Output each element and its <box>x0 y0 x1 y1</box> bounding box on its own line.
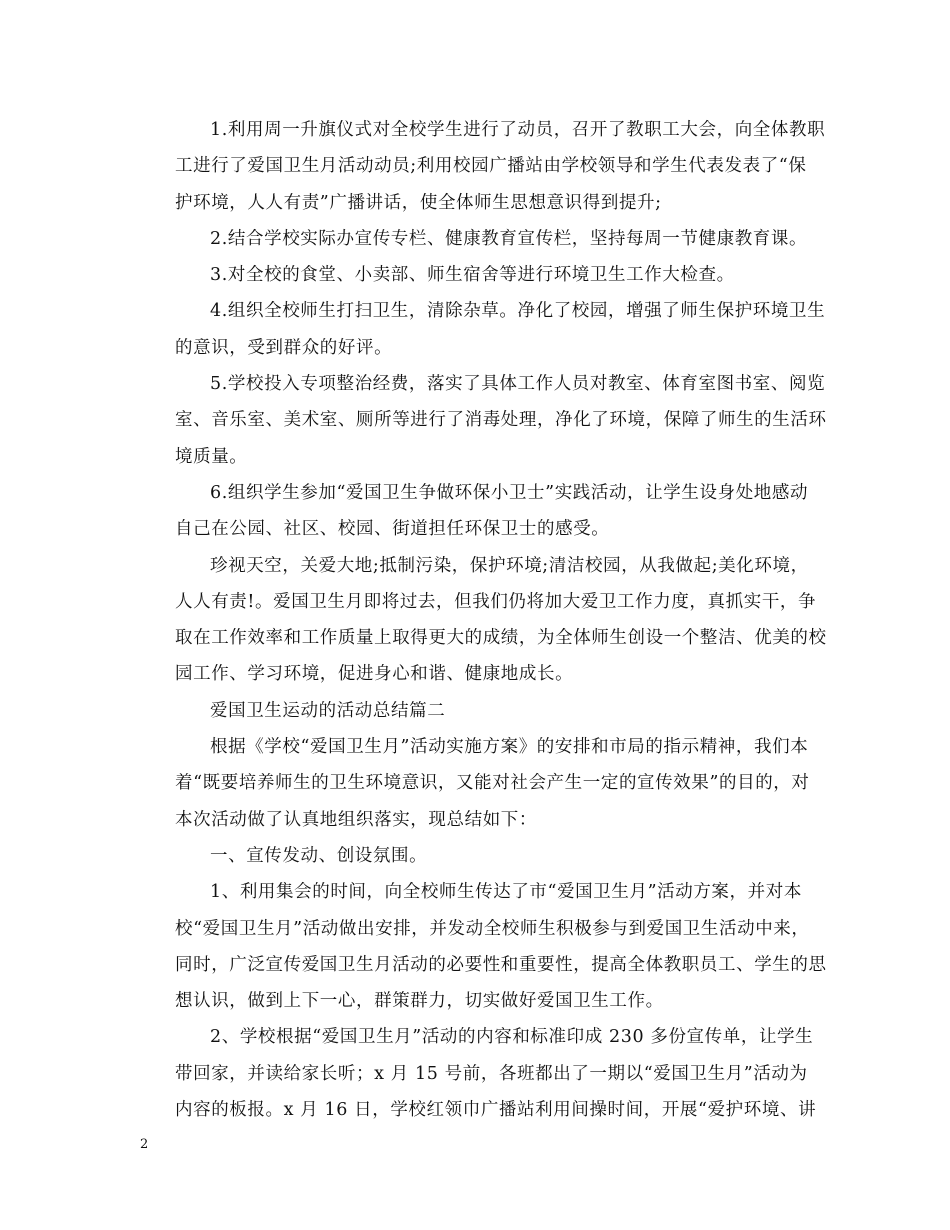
text-line: 本次活动做了认真地组织落实，现总结如下： <box>175 809 537 830</box>
text-line: 1、利用集会的时间，向全校师生传达了市“爱国卫生月”活动方案，并对本 <box>210 882 802 903</box>
text-line: 3.对全校的食堂、小卖部、师生宿舍等进行环境卫生工作大检查。 <box>210 265 735 286</box>
text-line: 同时，广泛宣传爱国卫生月活动的必要性和重要性，提高全体教职员工、学生的思 <box>175 954 827 975</box>
text-line: 自己在公园、社区、校园、街道担任环保卫士的感受。 <box>175 519 610 540</box>
document-body <box>140 112 827 1128</box>
text-line: 校“爱国卫生月”活动做出安排，并发动全校师生积极参与到爱国卫生活动中来， <box>175 918 810 939</box>
text-line: 工进行了爱国卫生月活动动员;利用校园广播站由学校领导和学生代表发表了“保 <box>175 156 807 177</box>
text-line: 园工作、学习环境，促进身心和谐、健康地成长。 <box>175 664 574 685</box>
page-number: 2 <box>140 1137 149 1152</box>
text-line: 着“既要培养师生的卫生环境意识，又能对社会产生一定的宣传效果”的目的，对 <box>175 773 810 794</box>
text-line: 2.结合学校实际办宣传专栏、健康教育宣传栏，坚持每周一节健康教育课。 <box>210 228 808 249</box>
text-line: 2、学校根据“爱国卫生月”活动的内容和标准印成 230 多份宣传单，让学生 <box>210 1027 814 1048</box>
text-line: 护环境，人人有责”广播讲话，使全体师生思想意识得到提升; <box>175 192 662 213</box>
text-line: 1.利用周一升旗仪式对全校学生进行了动员，召开了教职工大会，向全体教职 <box>210 120 826 140</box>
text-line: 带回家，并读给家长听；x 月 15 号前，各班都出了一期以“爱国卫生月”活动为 <box>175 1063 808 1084</box>
paragraph-block <box>140 112 827 1128</box>
text-line: 根据《学校“爱国卫生月”活动实施方案》的安排和市局的指示精神，我们本 <box>210 737 809 758</box>
text-line: 室、音乐室、美术室、厕所等进行了消毒处理，净化了环境，保障了师生的生活环 <box>175 410 827 431</box>
text-line: 5.学校投入专项整治经费，落实了具体工作人员对教室、体育室图书室、阅览 <box>210 374 826 395</box>
text-line: 内容的板报。x 月 16 日，学校红领巾广播站利用间操时间，开展“爱护环境、讲 <box>175 1100 817 1121</box>
subsection-heading: 一、宣传发动、创设氛围。 <box>210 845 428 866</box>
text-line: 境质量。 <box>175 446 248 467</box>
text-line: 取在工作效率和工作质量上取得更大的成绩，为全体师生创设一个整洁、优美的校 <box>175 628 827 649</box>
text-line: 人人有责!。爱国卫生月即将过去，但我们仍将加大爱卫工作力度，真抓实干，争 <box>175 591 817 612</box>
text-line: 的意识，受到群众的好评。 <box>175 337 393 358</box>
section-heading: 爱国卫生运动的活动总结篇二 <box>210 700 446 721</box>
text-line: 珍视天空，关爱大地;抵制污染，保护环境;清洁校园，从我做起;美化环境， <box>210 555 809 576</box>
text-line: 4.组织全校师生打扫卫生，清除杂草。净化了校园，增强了师生保护环境卫生 <box>210 301 826 322</box>
text-line: 6.组织学生参加“爱国卫生争做环保小卫士”实践活动，让学生设身处地感动 <box>210 482 809 503</box>
text-line: 想认识，做到上下一心，群策群力，切实做好爱国卫生工作。 <box>175 991 664 1012</box>
